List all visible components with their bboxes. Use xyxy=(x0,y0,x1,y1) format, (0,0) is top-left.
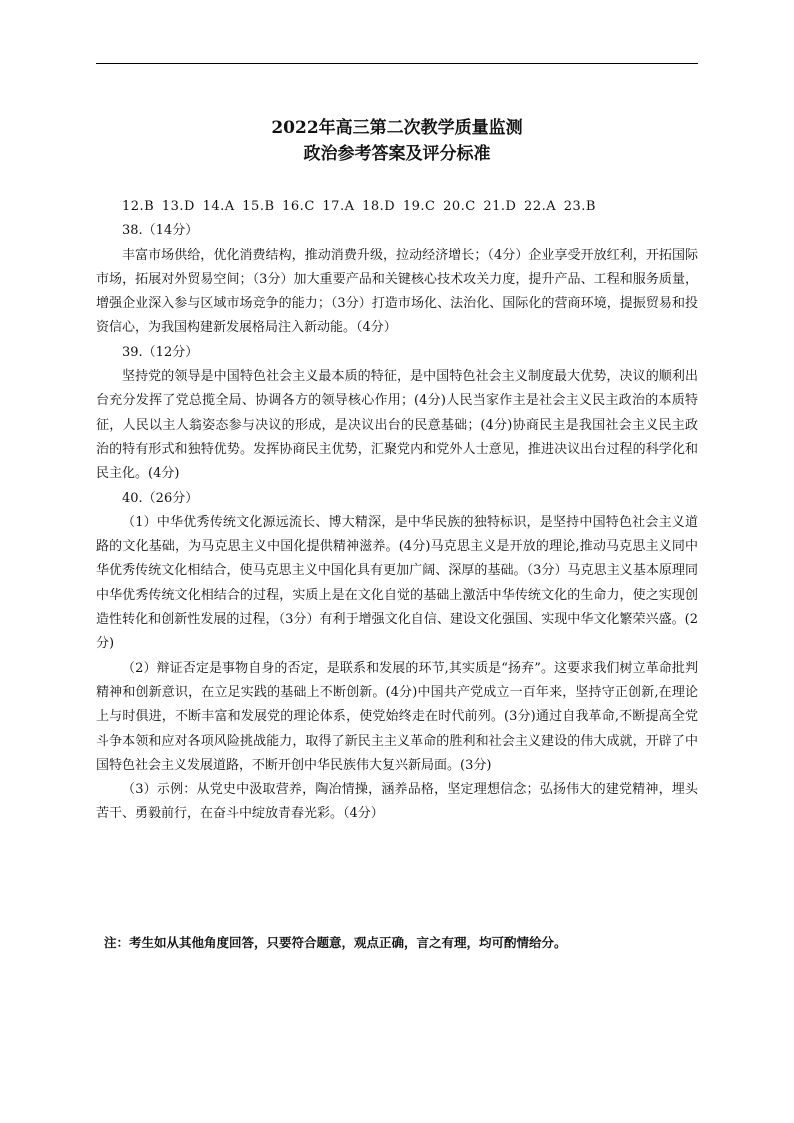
header-rule xyxy=(96,63,698,64)
q38-heading: 38.（14分） xyxy=(122,223,199,239)
q40-part3: （3）示例：从党史中汲取营养，陶冶情操，涵养品格，坚定理想信念；弘扬伟大的建党精神，埋头苦干、勇毅前行，在奋斗中绽放青春光彩。（4分） xyxy=(96,782,698,822)
grading-note: 注：考生如从其他角度回答，只要符合题意，观点正确，言之有理，均可酌情给分。 xyxy=(104,935,567,950)
q40-heading: 40.（26分） xyxy=(122,490,199,506)
q39-heading: 39.（12分） xyxy=(122,344,199,360)
q39-answer: 坚持党的领导是中国特色社会主义最本质的特征，是中国特色社会主义制度最大优势，决议的顺利出台充分发挥了党总揽全局、协调各方的领导核心作用；(4分)人民当家作主是社会主义民主政治的本质特征，人民以主人翁姿态参与决议的形成，是决议出台的民意基础；(4分)协商民主是我国社会主义民主政治的特有形式和独特优势。发挥协商民主优势，汇聚党内和党外人士意见，推进决议出台过程的科学化和民主化。(4分) xyxy=(96,369,698,482)
q40-part2: （2）辩证否定是事物自身的否定，是联系和发展的环节,其实质是“扬弃”。这要求我们树立革命批判精神和创新意识，在立足实践的基础上不断创新。(4分)中国共产党成立一百年来，坚持守正创新,在理论上与时俱进，不断丰富和发展党的理论体系，使党始终走在时代前列。(3分)通过自我革命,不断提高全党斗争本领和应对各项风险挑战能力，取得了新民主主义革命的胜利和社会主义建设的伟大成就，开辟了中国特色社会主义发展道路，不断开创中华民族伟大复兴新局面。(3分) xyxy=(96,660,698,773)
page-subtitle: 政治参考答案及评分标准 xyxy=(303,144,491,164)
q38-answer: 丰富市场供给，优化消费结构，推动消费升级，拉动经济增长；（4分）企业享受开放红利，开拓国际市场，拓展对外贸易空间；（3分）加大重要产品和关键核心技术攻关力度，提升产品、工程和服务质量，增强企业深入参与区域市场竞争的能力；（3分）打造市场化、法治化、国际化的营商环境，提振贸易和投资信心，为我国构建新发展格局注入新动能。（4分） xyxy=(96,247,698,336)
page-title: 2022年高三第二次教学质量监测 xyxy=(271,118,523,138)
answer-body xyxy=(96,195,698,827)
q40-part1: （1）中华优秀传统文化源远流长、博大精深，是中华民族的独特标识，是坚持中国特色社会主义道路的文化基础，为马克思主义中国化提供精神滋养。(4分)马克思主义是开放的理论,推动马克思主义同中华优秀传统文化相结合，使马克思主义中国化具有更加广阔、深厚的基础。（3分）马克思主义基本原理同中华优秀传统文化相结合的过程，实质上是在文化自觉的基础上激活中华传统文化的生命力，使之实现创造性转化和创新性发展的过程，（3分）有利于增强文化自信、建设文化强国、实现中华文化繁荣兴盛。(2分) xyxy=(96,514,698,652)
choice-answers: 12.B 13.D 14.A 15.B 16.C 17.A 18.D 19.C 20.C 21.D 22.A 23.B xyxy=(122,199,596,214)
